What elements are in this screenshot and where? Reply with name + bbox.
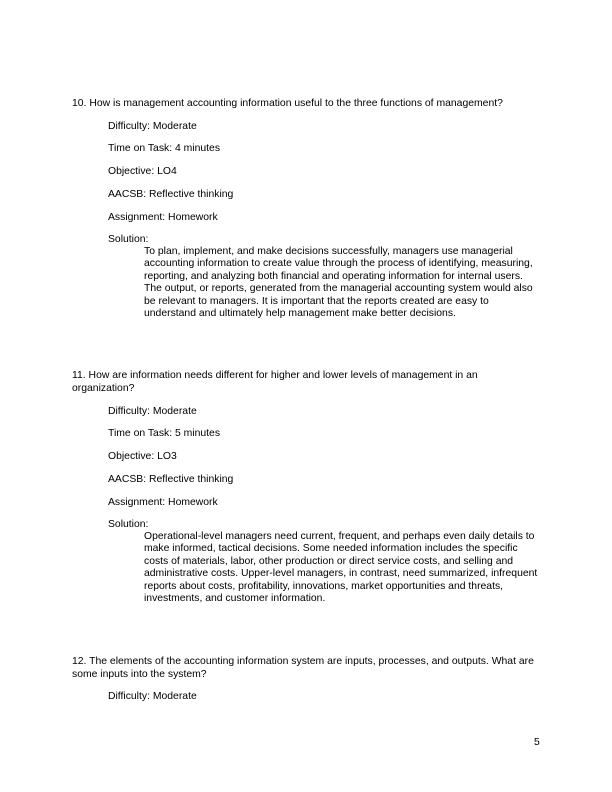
question-11-objective: Objective: LO3 [108, 451, 177, 462]
question-12-prompt: 12. The elements of the accounting information system are inputs, processes, and outputs. What are some inputs into the system? [72, 656, 534, 680]
question-10-time: Time on Task: 4 minutes [108, 143, 221, 154]
question-10-aacsb: AACSB: Reflective thinking [108, 189, 234, 200]
question-11-time: Time on Task: 5 minutes [108, 428, 221, 439]
page-number: 5 [534, 737, 540, 748]
question-10-difficulty: Difficulty: Moderate [108, 121, 197, 132]
question-11-assignment: Assignment: Homework [108, 497, 218, 508]
question-11-solution-text: Operational-level managers need current, frequent, and perhaps even daily details to make informed, tactical decisions. Some needed information includes the specific costs of materials, labor, other production or direct service costs, and selling and administrative costs. Upper-level managers, in contrast, need summarized, infrequent reports about costs, profitability, innovations, market opportunities and threats, investments, and customer information. [144, 531, 538, 605]
question-11-aacsb: AACSB: Reflective thinking [108, 474, 234, 485]
question-10-solution-label: Solution: [108, 234, 149, 245]
question-10-prompt: 10. How is management accounting information useful to the three functions of management? [72, 98, 503, 109]
question-10-assignment: Assignment: Homework [108, 212, 218, 223]
question-11-difficulty: Difficulty: Moderate [108, 406, 197, 417]
question-11-prompt: 11. How are information needs different for higher and lower levels of management in an organization? [72, 370, 478, 394]
question-11-solution-label: Solution: [108, 519, 149, 530]
question-12-difficulty: Difficulty: Moderate [108, 691, 197, 702]
question-10-solution-text: To plan, implement, and make decisions successfully, managers use managerial accounting information to create value through the process of identifying, measuring, reporting, and analyzing both financial and operating information for internal users. The output, or reports, generated from the managerial accounting system would also be relevant to managers. It is important that the reports created are easy to understand and ultimately help management make better decisions. [144, 246, 533, 320]
question-10-objective: Objective: LO4 [108, 166, 177, 177]
